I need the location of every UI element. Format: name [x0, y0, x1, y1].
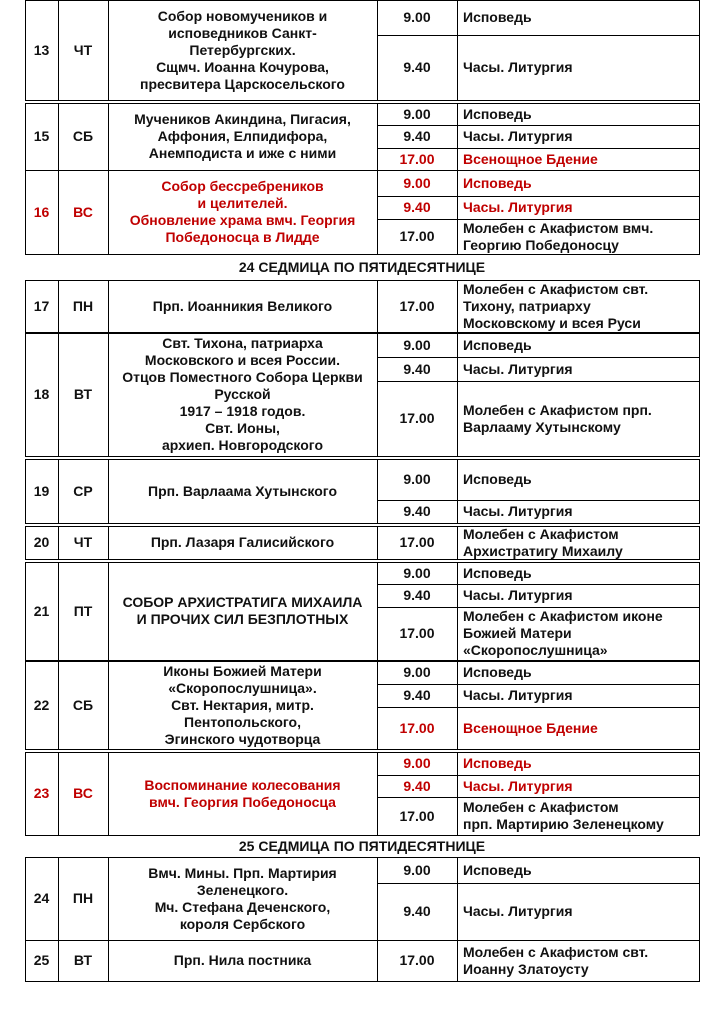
service-name-text: Часы. Литургия [463, 777, 573, 794]
service-time-text: 9.40 [403, 59, 431, 75]
service-name-text: Исповедь [463, 471, 532, 487]
weekday [58, 170, 108, 254]
feast-title [108, 0, 377, 100]
service-name-text: Исповедь [463, 755, 532, 771]
service-time-text: 9.00 [403, 9, 431, 25]
service-name [457, 333, 699, 357]
weekday [58, 661, 108, 749]
day-number [25, 857, 58, 940]
service-time [377, 707, 457, 749]
service-name-text: Часы. Литургия [463, 128, 573, 144]
weekday-text: СР [73, 482, 93, 499]
feast-title-text: Прп. Лазаря Галисийского [150, 534, 335, 550]
service-time [377, 775, 457, 797]
feast-title-text: Воспоминание колесования вмч. Георгия Победоносца [144, 776, 341, 810]
day-number [25, 459, 58, 523]
service-name-text: Молебен с Акафистом прп. Варлааму Хутынскому [463, 401, 652, 435]
service-name [457, 170, 699, 196]
service-name-text: Исповедь [463, 664, 532, 680]
service-name-text: Молебен с Акафистом свт. Тихону, патриарху Московскому и всея Руси [463, 280, 649, 331]
weekday-text: ВТ [73, 952, 93, 968]
table-hline [25, 100, 700, 101]
service-name [457, 883, 699, 940]
service-time-text: 9.40 [403, 777, 431, 794]
day-number [25, 661, 58, 749]
weekday [58, 103, 108, 170]
service-name [457, 775, 699, 797]
service-name-text: Всенощное Бдение [463, 150, 598, 167]
feast-title [108, 752, 377, 835]
table-vline [699, 526, 700, 560]
feast-title [108, 103, 377, 170]
service-time-text: 9.00 [403, 861, 431, 878]
day-number [25, 752, 58, 835]
service-name-text: Часы. Литургия [463, 587, 573, 603]
service-time [377, 940, 457, 981]
table-hline [25, 523, 700, 524]
service-name [457, 940, 699, 981]
weekday [58, 752, 108, 835]
weekday-text: ПТ [73, 602, 93, 619]
feast-title [108, 562, 377, 660]
service-name [457, 584, 699, 607]
service-name-text: Часы. Литургия [463, 360, 573, 377]
service-time-text: 9.40 [403, 128, 431, 144]
day-number-text: 19 [33, 482, 50, 499]
service-name [457, 857, 699, 883]
service-name-text: Исповедь [463, 336, 532, 353]
weekday [58, 0, 108, 100]
service-time [377, 500, 457, 523]
weekday [58, 459, 108, 523]
day-number [25, 333, 58, 456]
table-vline [699, 857, 700, 941]
feast-title-text: Иконы Божией Матери «Скоропослушница». Свт. Нектария, митр. Пентопольского, Эгинского чудотворца [163, 662, 322, 747]
service-name [457, 103, 699, 125]
service-name [457, 0, 699, 35]
service-time [377, 125, 457, 148]
service-name [457, 125, 699, 148]
service-time-text: 9.40 [403, 503, 431, 519]
service-name-text: Исповедь [463, 105, 532, 122]
weekday [58, 333, 108, 456]
service-time [377, 357, 457, 381]
day-number-text: 18 [33, 386, 50, 402]
service-time [377, 562, 457, 584]
service-time-text: 9.00 [403, 755, 431, 771]
service-name-text: Часы. Литургия [463, 199, 573, 215]
service-time-text: 9.40 [403, 903, 431, 919]
day-number [25, 170, 58, 254]
service-time-text: 9.40 [403, 687, 431, 703]
feast-title [108, 280, 377, 332]
table-vline [699, 459, 700, 524]
service-time [377, 661, 457, 684]
service-time [377, 752, 457, 775]
service-time-text: 17.00 [399, 719, 435, 736]
service-time-text: 17.00 [399, 625, 435, 641]
weekday-text: ПН [72, 890, 94, 906]
feast-title-text: Свт. Тихона, патриарха Московского и всея России. Отцов Поместного Собора Церкви Русской 1917 – 1918 годов. Свт. Ионы, архиеп. Новгородского [122, 335, 363, 453]
service-time-text: 9.00 [403, 471, 431, 487]
feast-title [108, 459, 377, 523]
table-hline [25, 254, 700, 255]
service-name-text: Часы. Литургия [463, 59, 573, 75]
feast-title-text: Прп. Иоанникия Великого [152, 297, 333, 314]
table-hline [25, 749, 700, 750]
weekday [58, 940, 108, 981]
service-name-text: Исповедь [463, 861, 532, 878]
day-number [25, 0, 58, 100]
service-time-text: 17.00 [399, 807, 435, 824]
service-name [457, 607, 699, 660]
feast-title [108, 857, 377, 940]
weekday-text: ВТ [73, 386, 93, 402]
service-name [457, 562, 699, 584]
service-time [377, 883, 457, 940]
service-name-text: Молебен с Акафистом свт. Иоанну Златоусту [463, 943, 649, 977]
service-time-text: 17.00 [399, 228, 435, 244]
day-number-text: 20 [33, 534, 50, 550]
service-time-text: 17.00 [399, 410, 435, 426]
weekday-text: ВС [73, 203, 93, 220]
weekday-text: ПН [72, 297, 94, 314]
service-time [377, 459, 457, 500]
service-name [457, 500, 699, 523]
day-number-text: 16 [33, 203, 50, 220]
weekday-text: ВС [73, 785, 93, 801]
table-vline [699, 940, 700, 982]
service-time [377, 219, 457, 254]
weekday-text: СБ [72, 696, 94, 713]
day-number-text: 13 [33, 41, 50, 58]
service-name [457, 684, 699, 707]
feast-title-text: Прп. Варлаама Хутынского [148, 482, 337, 499]
service-time-text: 9.00 [403, 105, 431, 122]
service-time-text: 17.00 [399, 952, 435, 968]
service-name-text: Исповедь [463, 564, 532, 581]
service-time [377, 857, 457, 883]
day-number-text: 23 [33, 785, 50, 801]
service-time-text: 9.00 [403, 564, 431, 581]
service-time-text: 9.40 [403, 199, 431, 215]
service-name [457, 357, 699, 381]
table-vline [699, 103, 700, 171]
service-time-text: 17.00 [399, 297, 435, 314]
table-vline [699, 0, 700, 101]
service-time [377, 35, 457, 100]
service-time [377, 0, 457, 35]
service-time-text: 9.00 [403, 336, 431, 353]
service-name-text: Всенощное Бдение [463, 719, 598, 736]
day-number-text: 25 [33, 952, 50, 968]
service-name-text: Молебен с Акафистом вмч. Георгию Победоносцу [463, 219, 654, 253]
weekday-text: СБ [72, 128, 94, 144]
day-number [25, 562, 58, 660]
service-time-text: 9.40 [403, 587, 431, 603]
service-time-text: 17.00 [399, 534, 435, 550]
day-number [25, 940, 58, 981]
service-name-text: Исповедь [463, 174, 532, 191]
day-number [25, 526, 58, 559]
day-number [25, 280, 58, 332]
service-time [377, 280, 457, 332]
service-name [457, 219, 699, 254]
table-hline [25, 835, 700, 836]
service-name [457, 661, 699, 684]
day-number [25, 103, 58, 170]
weekday [58, 280, 108, 332]
service-time [377, 170, 457, 196]
feast-title-text: Прп. Нила постника [173, 952, 312, 968]
service-name [457, 148, 699, 170]
table-vline [699, 752, 700, 836]
service-time [377, 148, 457, 170]
service-time-text: 17.00 [399, 150, 435, 167]
service-name-text: Молебен с Акафистом иконе Божией Матери «Скоропослушница» [463, 608, 663, 658]
weekday [58, 526, 108, 559]
service-name [457, 797, 699, 835]
feast-title-text: Собор бессребреников и целителей. Обновление храма вмч. Георгия Победоносца в Лидде [129, 178, 356, 245]
service-name-text: Часы. Литургия [463, 687, 573, 703]
service-time-text: 9.00 [403, 174, 431, 191]
service-name [457, 280, 699, 332]
day-number-text: 15 [33, 128, 50, 144]
table-hline [25, 981, 700, 982]
feast-title-text: Собор новомучеников и исповедников Санкт- Петербургских. Сщмч. Иоанна Кочурова, пресвитера Царскосельского [140, 7, 345, 92]
section-heading: 25 СЕДМИЦА ПО ПЯТИДЕСЯТНИЦЕ [238, 838, 486, 854]
feast-title [108, 170, 377, 254]
service-name [457, 381, 699, 456]
feast-title-text: СОБОР АРХИСТРАТИГА МИХАИЛА И ПРОЧИХ СИЛ БЕЗПЛОТНЫХ [122, 594, 363, 627]
feast-title [108, 940, 377, 981]
service-time [377, 196, 457, 219]
weekday [58, 562, 108, 660]
day-number-text: 21 [33, 602, 50, 619]
weekday [58, 857, 108, 940]
day-number-text: 17 [33, 297, 50, 314]
service-name [457, 752, 699, 775]
feast-title [108, 333, 377, 456]
service-name-text: Часы. Литургия [463, 503, 573, 519]
table-vline [699, 280, 700, 333]
service-name [457, 707, 699, 749]
table-vline [699, 661, 700, 750]
day-number-text: 22 [33, 696, 50, 713]
table-vline [699, 333, 700, 457]
table-vline [699, 170, 700, 255]
service-name-text: Часы. Литургия [463, 903, 573, 919]
feast-title-text: Мучеников Акиндина, Пигасия, Аффония, Елпидифора, Анемподиста и иже с ними [134, 111, 351, 161]
service-name-text: Молебен с Акафистом Архистратигу Михаилу [463, 525, 623, 559]
service-name [457, 35, 699, 100]
day-number-text: 24 [33, 890, 50, 906]
service-name [457, 459, 699, 500]
table-vline [699, 562, 700, 661]
service-time [377, 607, 457, 660]
service-time [377, 526, 457, 559]
service-time [377, 684, 457, 707]
service-name [457, 526, 699, 559]
service-name [457, 196, 699, 219]
service-name-text: Исповедь [463, 9, 532, 25]
service-time [377, 103, 457, 125]
service-time [377, 797, 457, 835]
service-name-text: Молебен с Акафистом прп. Мартирию Зеленецкому [463, 799, 664, 832]
service-time [377, 584, 457, 607]
service-time [377, 381, 457, 456]
service-time-text: 9.40 [403, 360, 431, 377]
weekday-text: ЧТ [73, 41, 93, 58]
section-heading: 24 СЕДМИЦА ПО ПЯТИДЕСЯТНИЦЕ [238, 259, 486, 275]
service-time [377, 333, 457, 357]
feast-title-text: Вмч. Мины. Прп. Мартирия Зеленецкого. Мч. Стефана Деченского, короля Сербского [148, 864, 337, 932]
feast-title [108, 661, 377, 749]
service-time-text: 9.00 [403, 664, 431, 680]
feast-title [108, 526, 377, 559]
weekday-text: ЧТ [73, 534, 93, 550]
table-hline [25, 456, 700, 457]
